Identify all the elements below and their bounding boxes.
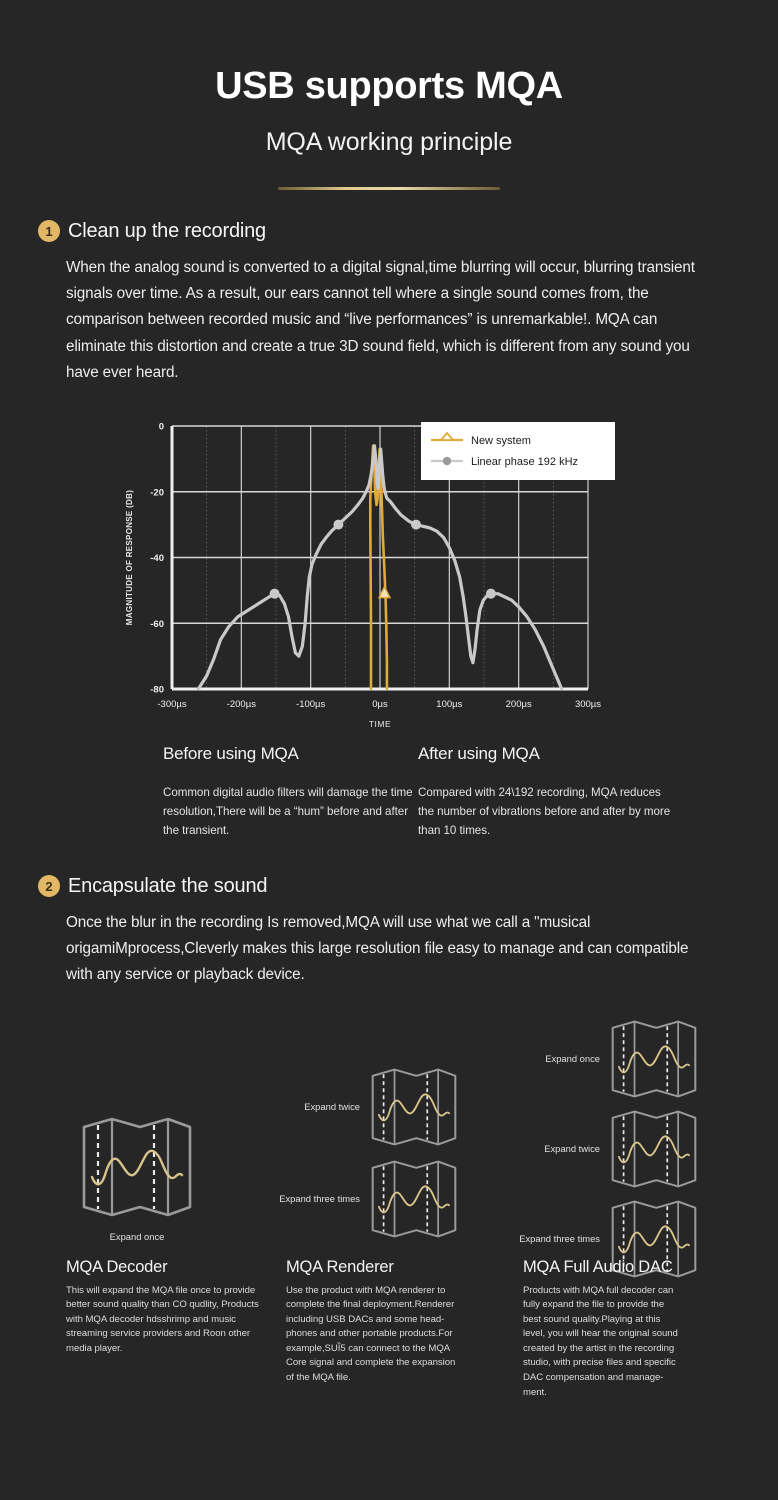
card-title: MQA Renderer [286,1257,394,1276]
section-2-title: Encapsulate the sound [68,874,268,897]
card-body: This will expand the MQA file once to provide better sound quality than CO qudlity, Products with MQA decoder hdsshrimp and music streaming service providers and Roon other media player. [66,1284,259,1354]
section-1-title: Clean up the recording [68,219,266,242]
origami-label-3-1: Expand once [545,1053,600,1065]
chart-svg [0,408,778,738]
svg-text:200µs: 200µs [505,699,532,711]
origami-label-2-1: Expand twice [304,1101,360,1113]
impulse-response-chart [0,408,778,738]
comparison-before-title: Before using MQA [163,744,299,764]
fold-icon [78,1115,196,1219]
comparison-before-body: Common digital audio filters will damage the time resolution,There will be a “hum” before and after the transient. [163,786,413,837]
svg-text:0µs: 0µs [372,699,388,711]
comparison-after-title: After using MQA [418,744,540,764]
section-1-header [38,220,778,243]
origami-row-3-2 [518,1107,700,1191]
comparison-row [163,744,703,840]
gold-divider [278,187,500,190]
card-mqa-decoder [66,1258,261,1357]
page-title: USB supports MQA [215,65,563,107]
card-body: Products with MQA full decoder can fully expand the file to provide the best sound quality.Playing at this level, you will hear the original sound created by the artist in the recording studio, with precise files and specific DAC compensation and manage-ment. [523,1284,678,1398]
origami-column-2 [278,1065,460,1241]
section-2-body: Once the blur in the recording Is removed,MQA will use what we call a "musical origamiMprocess,Cleverly makes this large resolution file easy to manage and can compatible with any service or playback device. [66,913,689,984]
origami-label-3-2: Expand twice [544,1143,600,1155]
section-2-header [38,875,778,898]
svg-text:New system: New system [471,435,531,448]
svg-text:MAGNITUDE OF RESPONSE (DB): MAGNITUDE OF RESPONSE (DB) [125,490,134,626]
svg-text:-20: -20 [150,487,164,499]
origami-label-2-2: Expand three times [279,1193,360,1205]
svg-text:-40: -40 [150,553,164,565]
card-body: Use the product with MQA renderer to complete the final deployment.Renderer including USB DACs and some head-phones and other portable products.For example,SUȈ5 can connect to the MQA Core signal and complete the expansion of the MQA file. [286,1284,456,1383]
origami-figure-1-1 [78,1115,196,1224]
section-1-badge: 1 [38,220,60,242]
card-mqa-renderer [286,1258,456,1386]
fold-icon [608,1017,700,1101]
origami-row-2-2 [278,1157,460,1241]
comparison-after [418,744,673,840]
fold-icon [368,1157,460,1241]
section-1-body: When the analog sound is converted to a digital signal,time blurring will occur, blurring transient signals over time. As a result, our ears cannot tell where a single sound comes from, the comparison between recorded music and “live performances” is unremarkable!. MQA can eliminate this distortion and create a true 3D sound field, which is different from any sound you have ever heard. [66,258,695,381]
svg-text:0: 0 [158,421,164,433]
origami-row-3-1 [518,1017,700,1101]
svg-text:300µs: 300µs [574,699,602,711]
page-subtitle: MQA working principle [265,127,513,156]
svg-text:100µs: 100µs [436,699,463,711]
svg-text:Linear phase 192 kHz: Linear phase 192 kHz [471,456,579,469]
origami-row-2-1 [278,1065,460,1149]
page-header [0,0,778,190]
svg-text:-100µs: -100µs [296,699,326,711]
fold-icon [368,1065,460,1149]
origami-label-1-1: Expand once [109,1230,165,1242]
origami-diagram-group [0,1007,778,1252]
svg-text:-80: -80 [150,684,164,696]
origami-column-3 [518,1017,700,1281]
card-title: MQA Full Audio DAC [523,1257,673,1276]
origami-column-1 [78,1115,196,1242]
card-mqa-full-audio-dac [523,1258,683,1401]
fold-icon [608,1107,700,1191]
card-title: MQA Decoder [66,1257,168,1276]
svg-text:-200µs: -200µs [226,699,256,711]
svg-text:-300µs: -300µs [157,699,187,711]
section-2-badge: 2 [38,875,60,897]
svg-text:TIME: TIME [368,719,392,730]
comparison-before [163,744,418,840]
origami-label-3-3: Expand three times [519,1233,600,1245]
svg-text:-60: -60 [150,619,164,631]
comparison-after-body: Compared with 24\192 recording, MQA reduces the number of vibrations before and after by more than 10 times. [418,786,671,837]
